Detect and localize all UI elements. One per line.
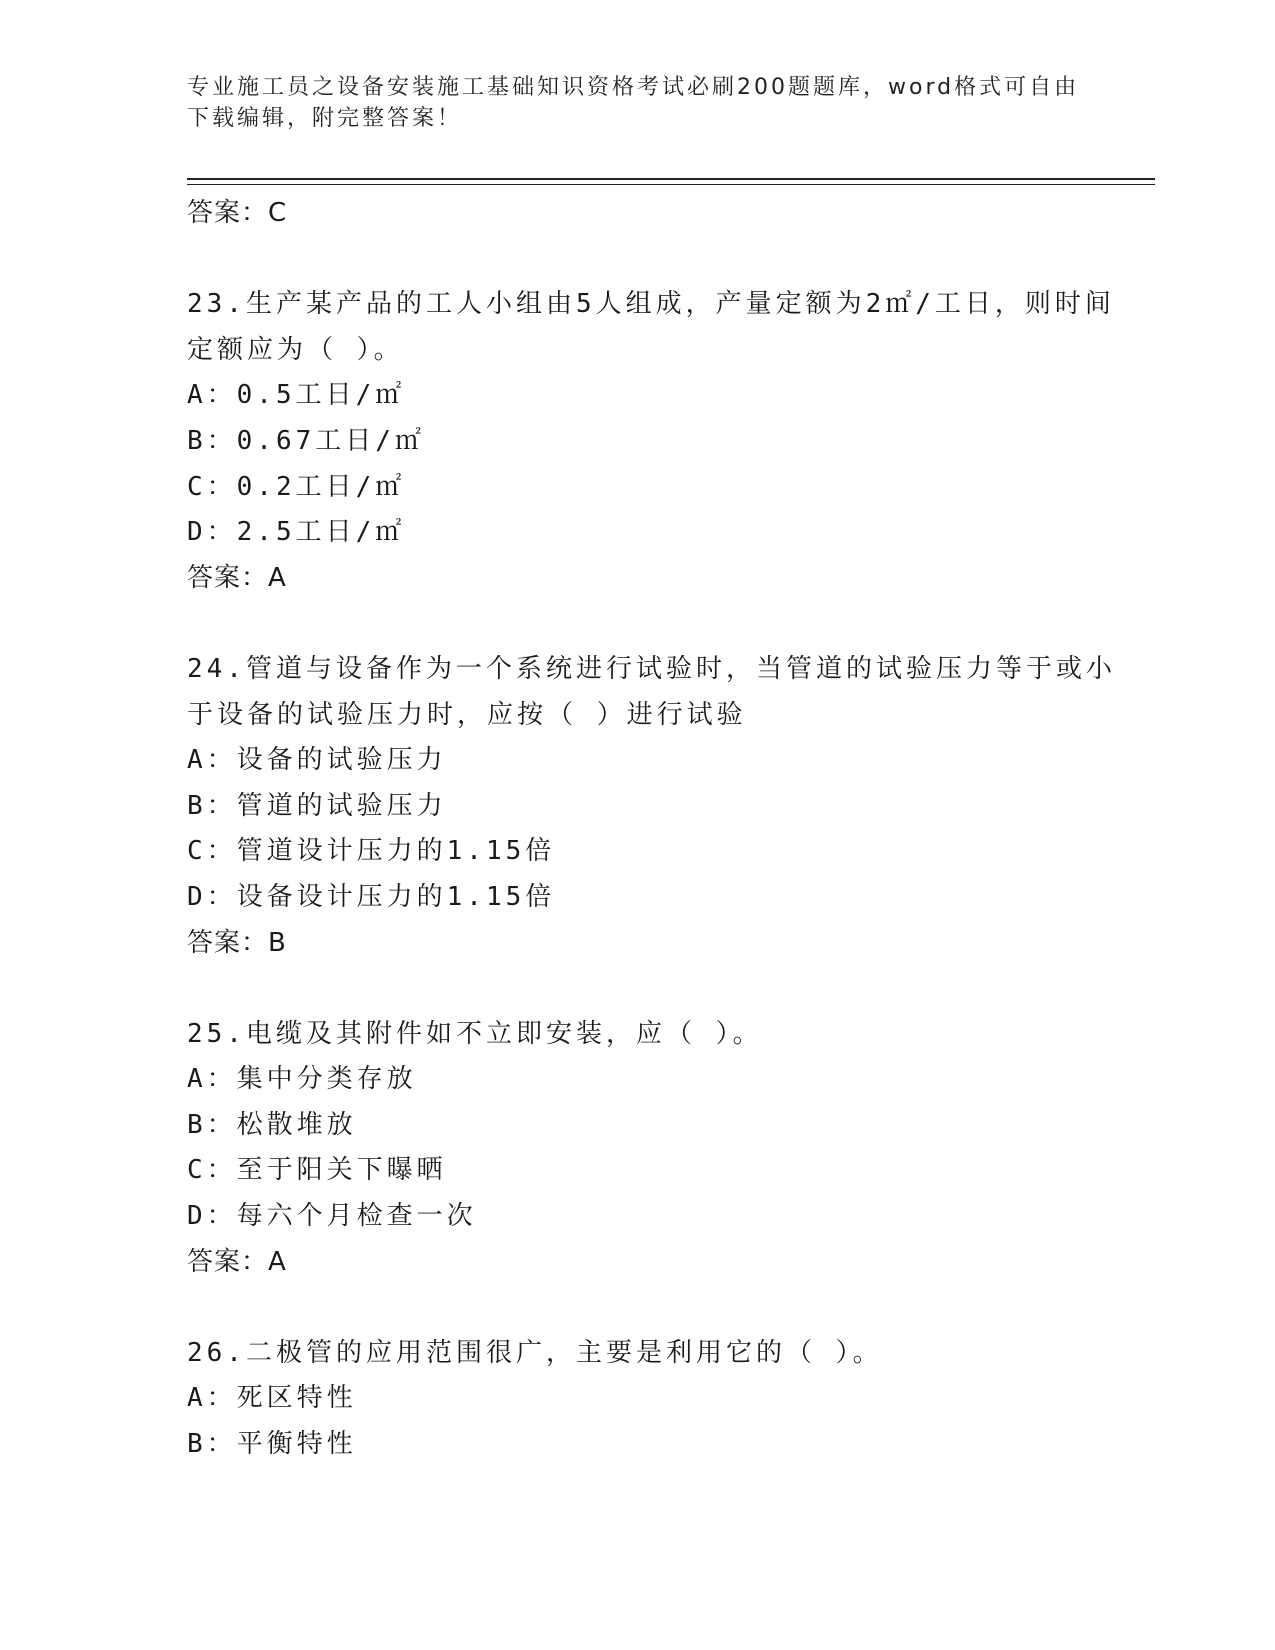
option-a: A：设备的试验压力 <box>187 745 447 776</box>
question-stem: 25.电缆及其附件如不立即安装，应（ ）。 <box>187 1018 763 1049</box>
option-b: B：松散堆放 <box>187 1109 357 1140</box>
option-b: B：平衡特性 <box>187 1429 357 1460</box>
option-b: B：0.67工日/㎡ <box>187 425 425 456</box>
answer-line: 答案：A <box>187 1246 287 1277</box>
question-block <box>187 1012 1087 1286</box>
question-stem: 24.管道与设备作为一个系统进行试验时，当管道的试验压力等于或小 <box>187 653 1116 684</box>
question-block <box>187 647 1116 966</box>
spacer <box>187 601 1087 647</box>
answer-line: 答案：A <box>187 562 287 593</box>
option-a: A：集中分类存放 <box>187 1064 417 1095</box>
header-title-line-1: 专业施工员之设备安装施工基础知识资格考试必刷200题题库，word格式可自由 <box>187 75 1080 100</box>
header-divider-thin <box>187 184 1155 185</box>
spacer <box>187 966 1087 1012</box>
question-stem: 于设备的试验压力时，应按（ ）进行试验 <box>187 699 747 730</box>
spacer <box>187 1285 1087 1331</box>
option-c: C：0.2工日/㎡ <box>187 471 406 502</box>
option-c: C：至于阳关下曝晒 <box>187 1155 447 1186</box>
option-b: B：管道的试验压力 <box>187 790 447 821</box>
option-c: C：管道设计压力的1.15倍 <box>187 836 556 867</box>
page-header <box>187 72 1087 134</box>
question-stem: 23.生产某产品的工人小组由5人组成，产量定额为2㎡/工日，则时间 <box>187 289 1115 320</box>
question-stem: 26.二极管的应用范围很广，主要是利用它的（ ）。 <box>187 1337 883 1368</box>
option-a: A：0.5工日/㎡ <box>187 380 406 411</box>
header-title-line-2: 下载编辑，附完整答案！ <box>187 106 463 131</box>
question-block <box>187 282 1115 601</box>
answer-line: 答案：B <box>187 927 287 958</box>
option-d: D：每六个月检查一次 <box>187 1201 477 1232</box>
option-a: A：死区特性 <box>187 1383 357 1414</box>
header-divider-thick <box>187 178 1155 180</box>
option-d: D：设备设计压力的1.15倍 <box>187 881 556 912</box>
spacer <box>187 237 1087 283</box>
option-d: D：2.5工日/㎡ <box>187 517 406 548</box>
question-block <box>187 1331 1087 1468</box>
question-list <box>187 191 1116 1468</box>
answer-line: 答案：C <box>187 198 288 228</box>
question-stem: 定额应为（ ）。 <box>187 334 404 365</box>
